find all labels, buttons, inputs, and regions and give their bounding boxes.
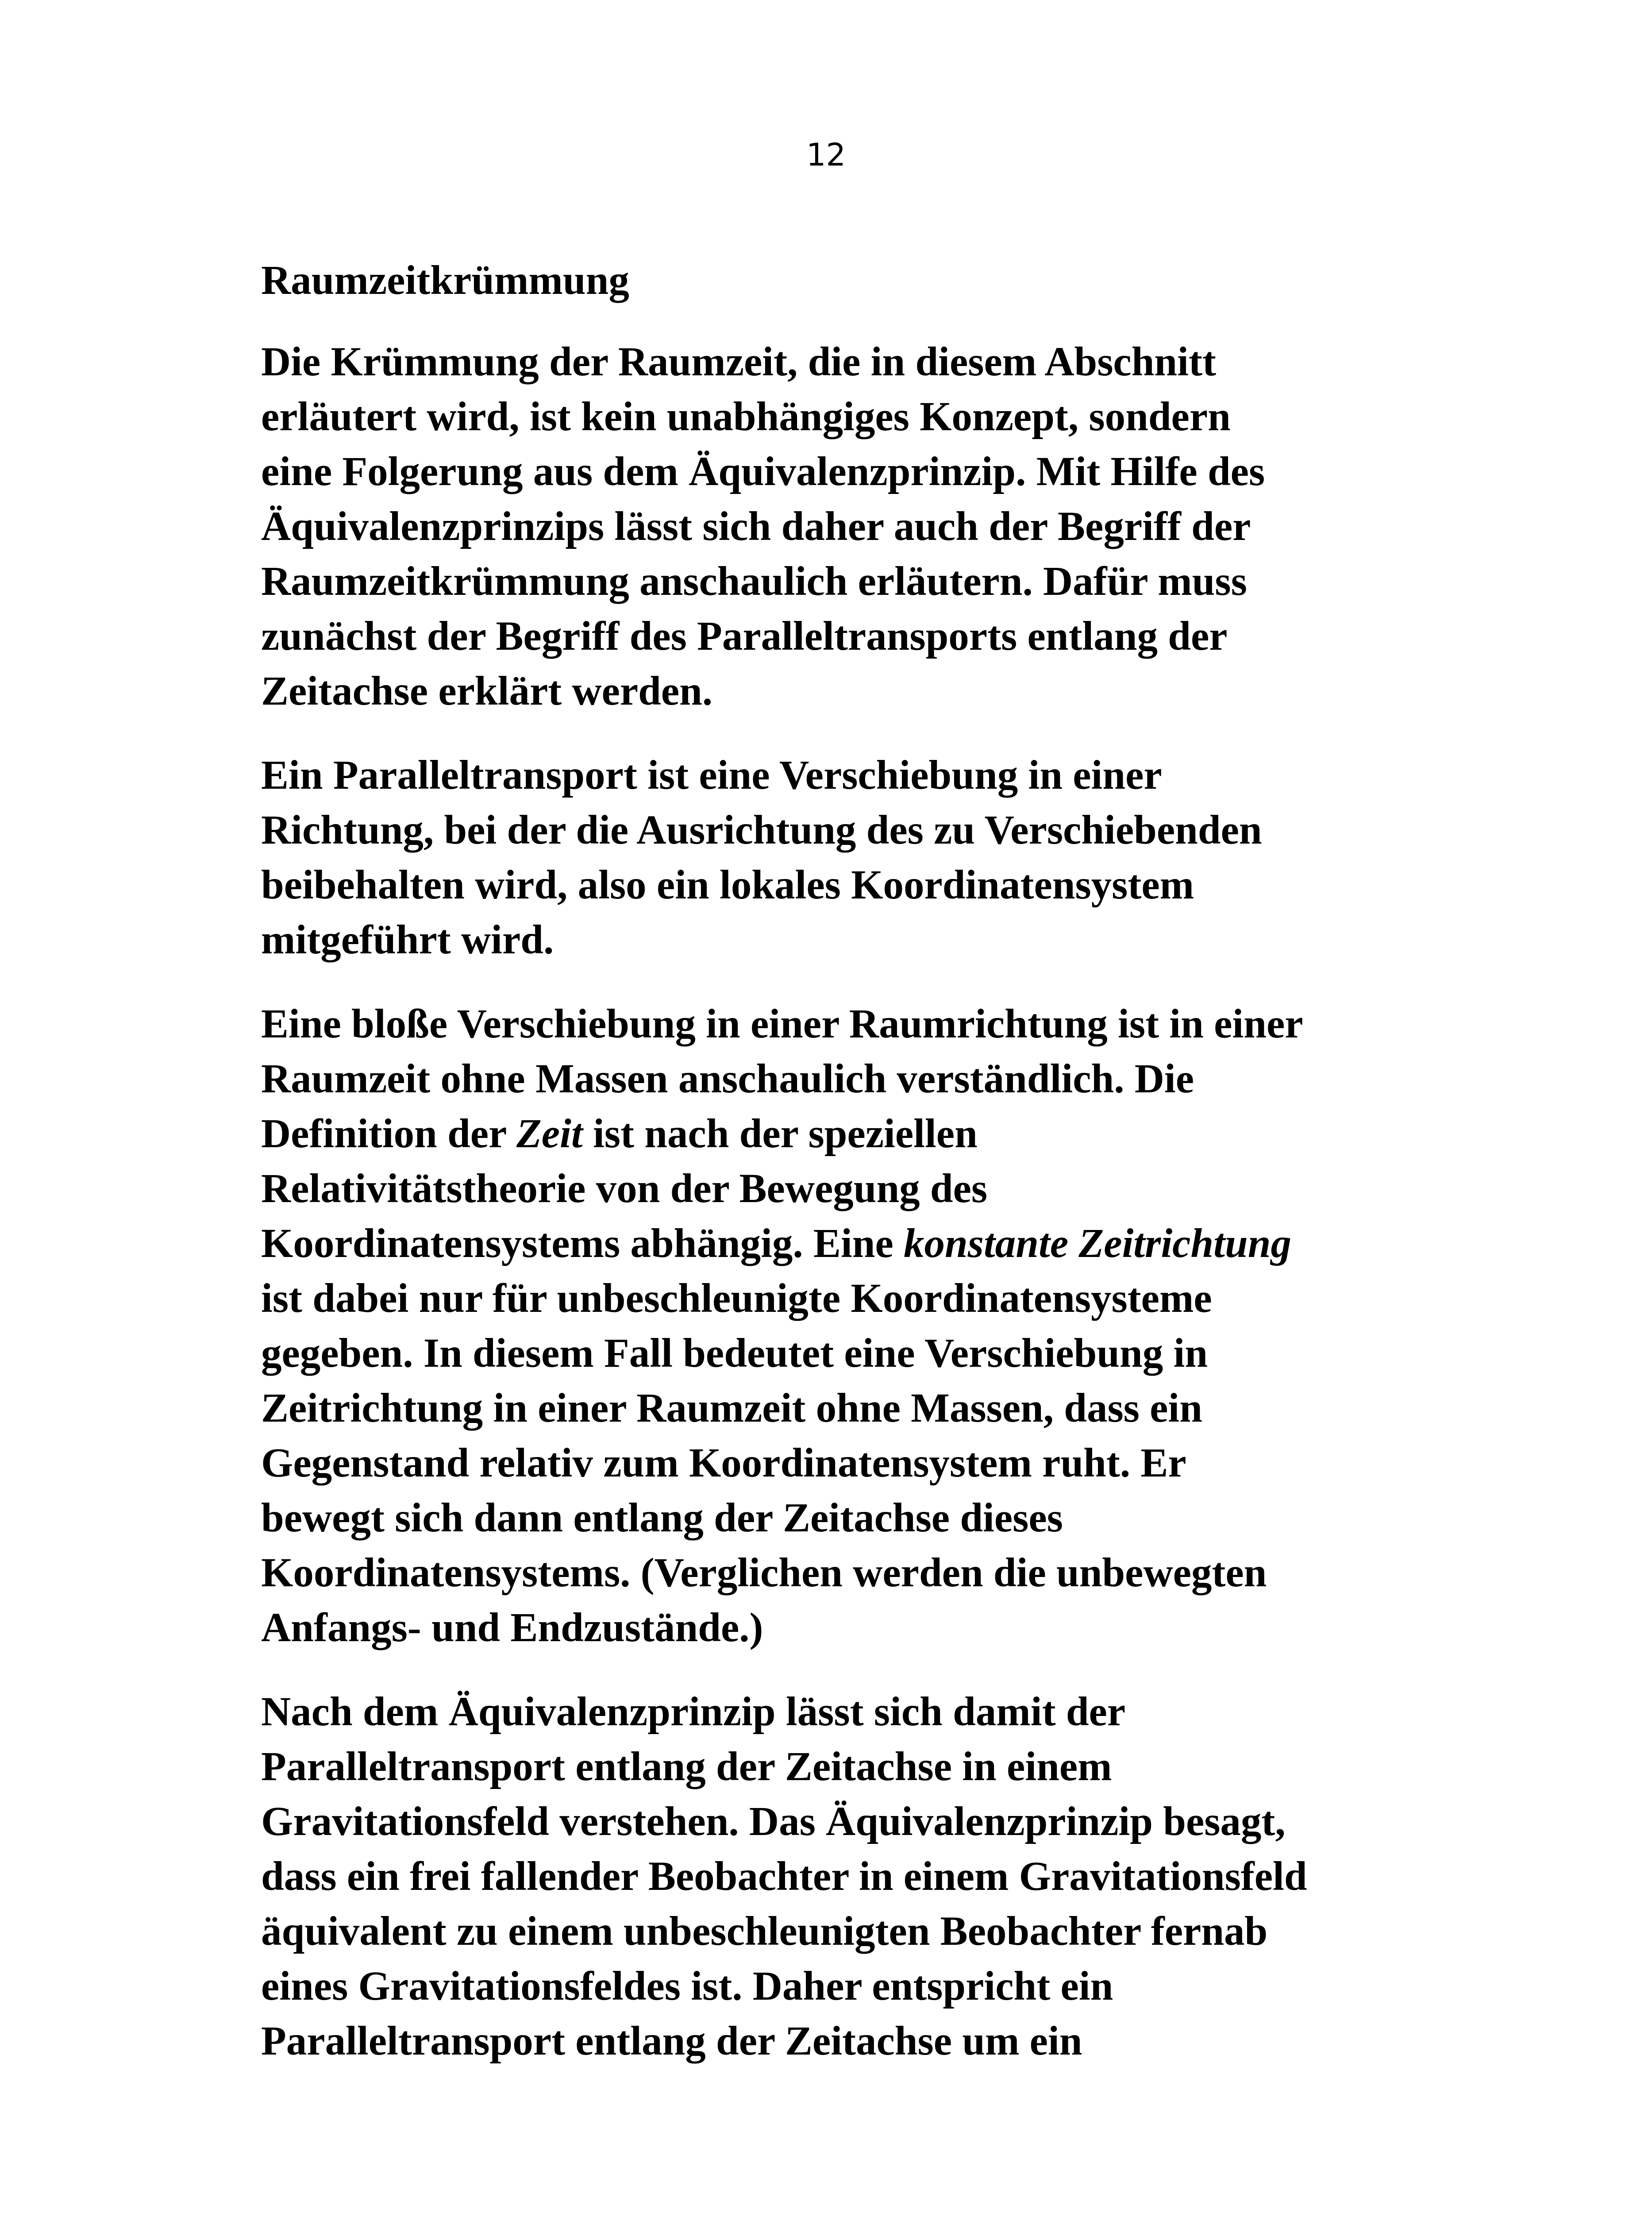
section-heading: Raumzeitkrümmung — [261, 258, 629, 303]
page-number: 12 — [806, 137, 846, 173]
paragraph-3-text-3: ist dabei nur für unbeschleunigte Koordinatensysteme gegeben. In diesem Fall bedeutet eine Verschiebung in Zeitrichtung in einer Raumzeit ohne Massen, dass ein Gegenstand relativ zum Koordinatensystem ruht. Er bewegt sich dann entlang der Zeitachse dieses Koordinatensystems. (Verglichen werden die unbewegten Anfangs- und Endzustände.) — [261, 1276, 1267, 1650]
paragraph-3-text-2: ist nach der speziellen Relativitätstheorie von der Bewegung des Koordinatensystems abhängig. Eine — [261, 1111, 988, 1266]
emphasis-konstante-zeitrichtung: konstante Zeitrichtung — [904, 1221, 1291, 1266]
paragraph-2: Ein Paralleltransport ist eine Verschiebung in einer Richtung, bei der die Ausrichtung des zu Verschiebenden beibehalten wird, also ein lokales Koordinatensystem mitgeführt wird. — [261, 752, 1262, 963]
paragraph-1: Die Krümmung der Raumzeit, die in diesem Abschnitt erläutert wird, ist kein unabhängiges Konzept, sondern eine Folgerung aus dem Äquivalenzprinzip. Mit Hilfe des Äquivalenzprinzips lässt sich daher auch der Begriff der Raumzeitkrümmung anschaulich erläutern. Dafür muss zunächst der Begriff des Paralleltransports entlang der Zeitachse erklärt werden. — [261, 339, 1265, 714]
page-content — [261, 253, 1403, 2098]
paragraph-4: Nach dem Äquivalenzprinzip lässt sich damit der Paralleltransport entlang der Zeitachse in einem Gravitationsfeld verstehen. Das Äquivalenzprinzip besagt, dass ein frei fallender Beobachter in einem Gravitationsfeld äquivalent zu einem unbeschleunigten Beobachter fernab eines Gravitationsfeldes ist. Daher entspricht ein Paralleltransport entlang der Zeitachse um ein — [261, 1689, 1307, 2064]
emphasis-zeit: Zeit — [516, 1111, 583, 1157]
paragraph-3 — [261, 997, 1403, 1655]
paragraph-3-text-1: Eine bloße Verschiebung in einer Raumrichtung ist in einer Raumzeit ohne Massen anschaulich verständlich. Die Definition der — [261, 1001, 1303, 1157]
